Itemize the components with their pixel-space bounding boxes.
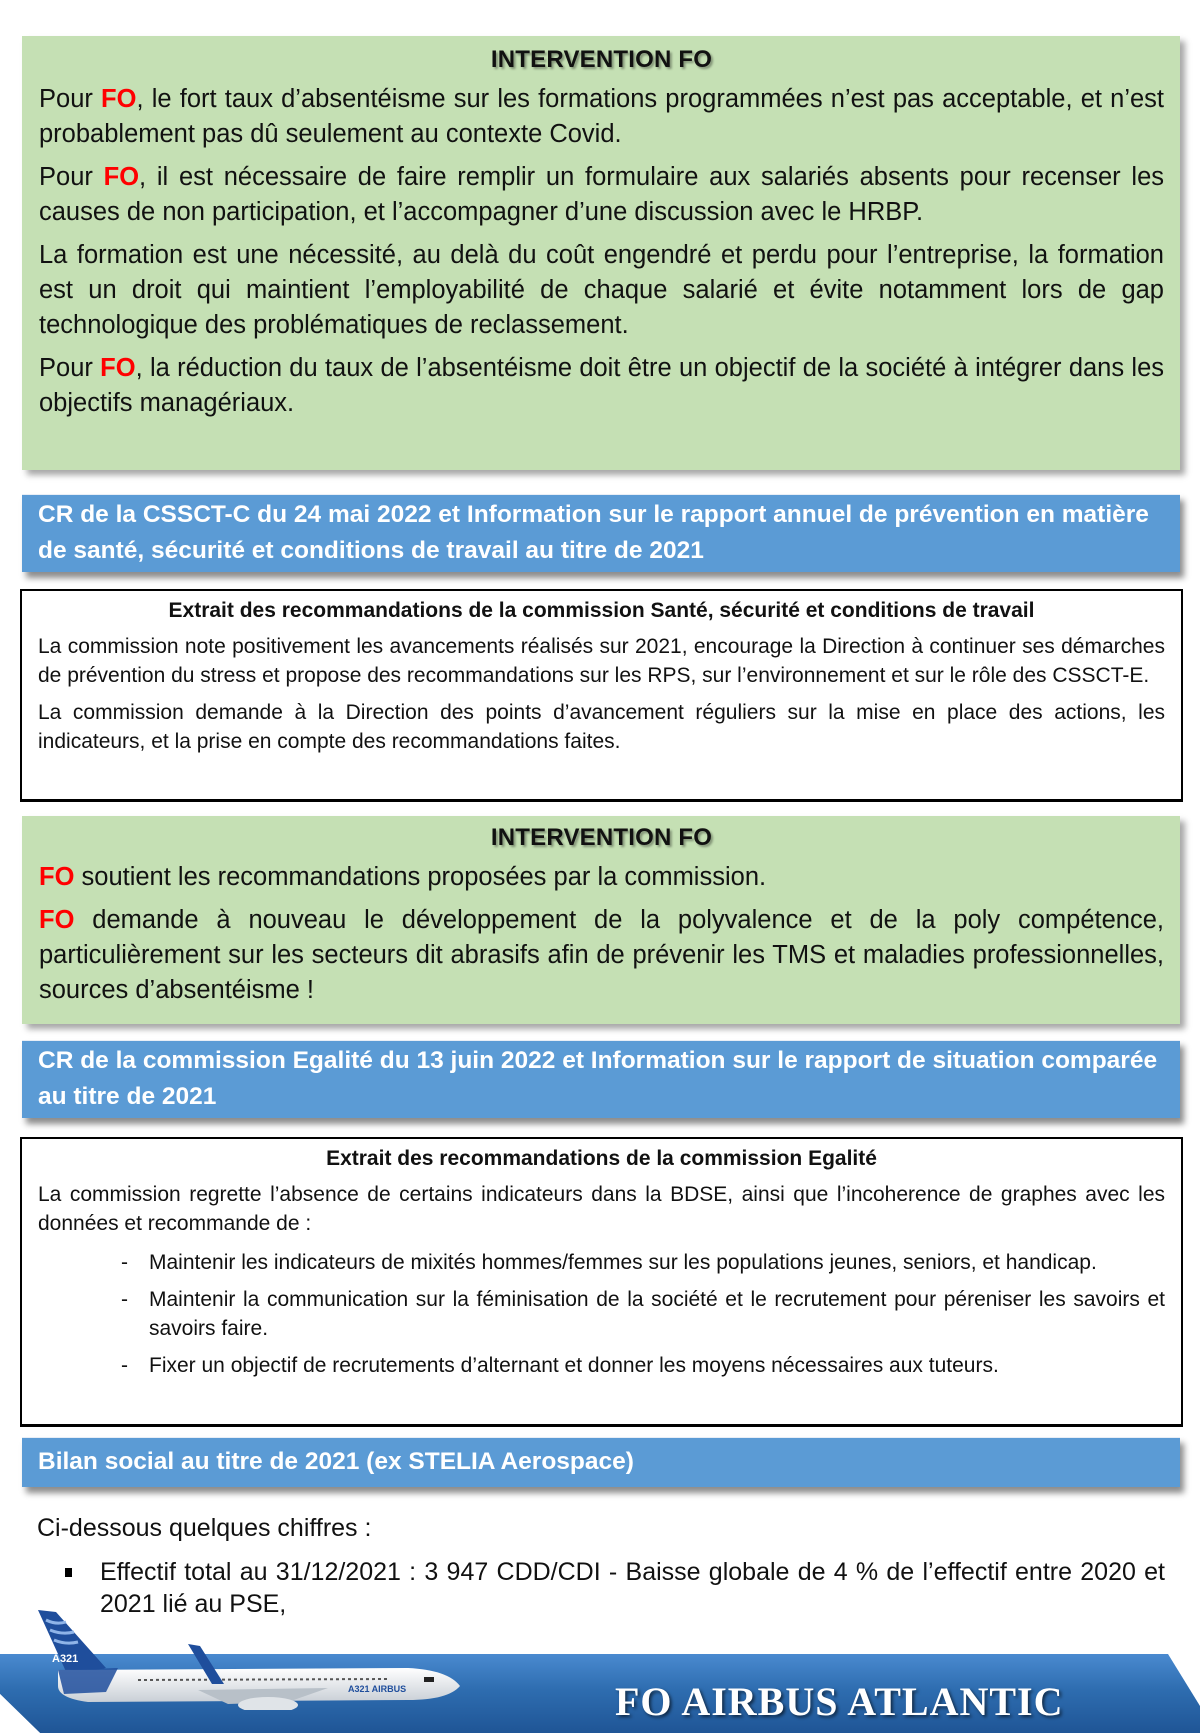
paragraph-prefix: Pour bbox=[39, 163, 104, 191]
intervention-paragraph bbox=[39, 860, 1164, 895]
footer-title: FO AIRBUS ATLANTIC bbox=[615, 1679, 1064, 1724]
section-banner-cssct: CR de la CSSCT-C du 24 mai 2022 et Information sur le rapport annuel de prévention en matière de santé, sécurité et conditions de travail au titre de 2021 bbox=[22, 494, 1180, 572]
figures-intro: Ci-dessous quelques chiffres : bbox=[37, 1514, 372, 1542]
fo-highlight: FO bbox=[100, 354, 136, 382]
intervention-paragraph bbox=[39, 238, 1164, 343]
section-banner-bilan-social: Bilan social au titre de 2021 (ex STELIA Aerospace) bbox=[22, 1437, 1180, 1487]
recommendation-intro: La commission regrette l’absence de certains indicateurs dans la BDSE, ainsi que l’incoherence de graphes avec les données et recommande de : bbox=[38, 1183, 1165, 1235]
fo-highlight: FO bbox=[103, 163, 140, 191]
paragraph-text: soutient les recommandations proposées par la commission. bbox=[74, 863, 767, 891]
recommendation-item: - Maintenir la communication sur la féminisation de la société et le recrutement pour péreniser les savoirs et savoirs faire. bbox=[121, 1285, 1165, 1343]
figure-text: Effectif total au 31/12/2021 : 3 947 CDD/CDI - Baisse globale de 4 % de l’effectif entre 2020 et 2021 lié au PSE, bbox=[100, 1558, 1165, 1618]
intervention-box-formation bbox=[22, 36, 1180, 470]
intervention-title: INTERVENTION FO bbox=[490, 46, 713, 73]
recommendations-title: Extrait des recommandations de la commission Santé, sécurité et conditions de travail bbox=[168, 599, 1035, 622]
recommendation-item: - Fixer un objectif de recrutements d’alternant et donner les moyens nécessaires aux tuteurs. bbox=[121, 1351, 1165, 1380]
intervention-paragraph bbox=[39, 82, 1164, 152]
recommendations-box-egalite bbox=[20, 1137, 1183, 1427]
square-bullet-icon bbox=[65, 1568, 72, 1577]
paragraph-text: , il est nécessaire de faire remplir un formulaire aux salariés absents pour recenser les causes de non participation, et l’accompagner d’une discussion avec le HRBP. bbox=[39, 163, 1165, 226]
intervention-paragraph bbox=[39, 351, 1164, 421]
paragraph-text: demande à nouveau le développement de la polyvalence et de la poly compétence, particulièrement sur les secteurs dit abrasifs afin de prévenir les TMS et maladies professionnelles, sources d’absentéisme ! bbox=[39, 906, 1164, 1004]
paragraph-text: , le fort taux d’absentéisme sur les formations programmées n’est pas acceptable, et n’est probablement pas dû seulement au contexte Covid. bbox=[39, 85, 1164, 148]
fo-highlight: FO bbox=[101, 85, 137, 113]
airplane-icon bbox=[28, 1610, 468, 1710]
paragraph-prefix: Pour bbox=[39, 85, 102, 113]
recommendations-title: Extrait des recommandations de la commission Egalité bbox=[326, 1147, 877, 1170]
recommendation-list bbox=[121, 1248, 1165, 1380]
intervention-box-cssct bbox=[22, 816, 1180, 1024]
paragraph-text: La formation est une nécessité, au delà du coût engendré et perdu pour l’entreprise, la formation est un droit qui maintient l’employabilité de chaque salarié et évite notamment lors de gap technologique des problématiques de reclassement. bbox=[39, 241, 1164, 339]
tail-label: A321 bbox=[52, 1653, 79, 1665]
intervention-paragraph bbox=[39, 160, 1164, 230]
fuselage-label: A321 AIRBUS bbox=[348, 1684, 407, 1694]
intervention-title: INTERVENTION FO bbox=[490, 824, 713, 851]
paragraph-text: , la réduction du taux de l’absentéisme doit être un objectif de la société à intégrer dans les objectifs managériaux. bbox=[39, 354, 1165, 417]
intervention-paragraph bbox=[39, 903, 1164, 1008]
paragraph-prefix: Pour bbox=[39, 354, 101, 382]
section-banner-egalite: CR de la commission Egalité du 13 juin 2022 et Information sur le rapport de situation comparée au titre de 2021 bbox=[22, 1040, 1180, 1118]
fo-highlight: FO bbox=[39, 906, 75, 934]
recommendations-box-cssct bbox=[20, 589, 1183, 802]
recommendation-paragraph: La commission demande à la Direction des points d’avancement réguliers sur la mise en place des actions, les indicateurs, et la prise en compte des recommandations faites. bbox=[38, 701, 1165, 753]
recommendation-item: - Maintenir les indicateurs de mixités hommes/femmes sur les populations jeunes, seniors, et handicap. bbox=[121, 1248, 1165, 1277]
recommendation-paragraph: La commission note positivement les avancements réalisés sur 2021, encourage la Direction à continuer ses démarches de prévention du stress et propose des recommandations sur les RPS, sur l’environnement et sur le rôle des CSSCT-E. bbox=[38, 635, 1165, 687]
fo-highlight: FO bbox=[39, 863, 75, 891]
